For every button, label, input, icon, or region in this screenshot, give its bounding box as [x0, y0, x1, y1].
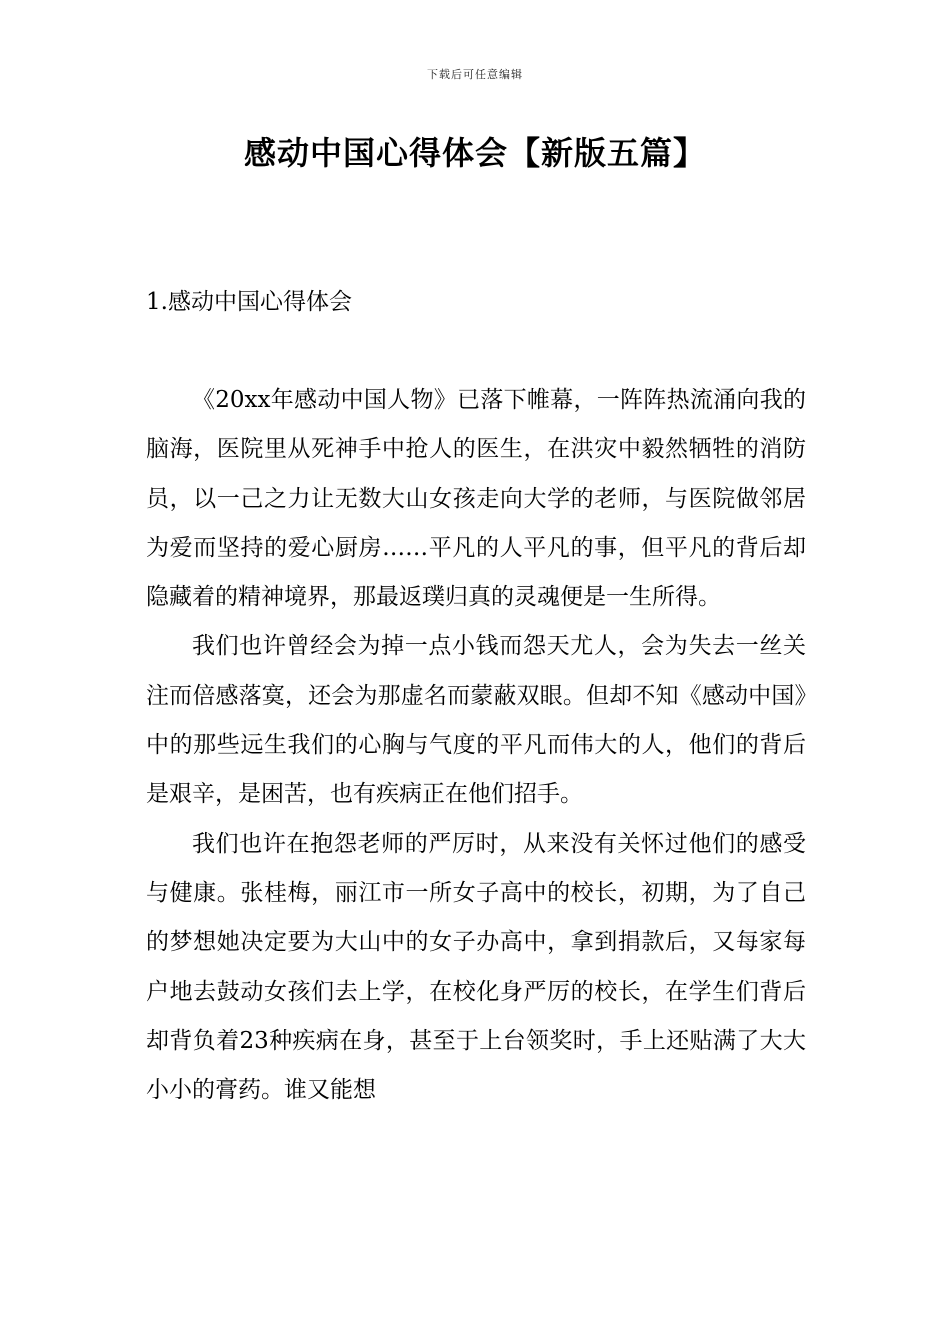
- paragraph-1: 《20xx年感动中国人物》已落下帷幕，一阵阵热流涌向我的脑海，医院里从死神手中抢人的医生，在洪灾中毅然牺牲的消防员，以一己之力让无数大山女孩走向大学的老师，与医院做邻居为爱而坚持的爱心厨房……平凡的人平凡的事，但平凡的背后却隐藏着的精神境界，那最返璞归真的灵魂便是一生所得。: [146, 387, 806, 611]
- paragraph-2: 我们也许曾经会为掉一点小钱而怨天尤人，会为失去一丝关注而倍感落寞，还会为那虚名而蒙蔽双眼。但却不知《感动中国》中的那些远生我们的心胸与气度的平凡而伟大的人，他们的背后是艰辛，是困苦，也有疾病正在他们招手。: [146, 633, 806, 808]
- document-body: [146, 376, 806, 1115]
- page-header-note: 下载后可任意编辑: [427, 68, 523, 81]
- document-title: 感动中国心得体会【新版五篇】: [243, 134, 706, 172]
- paragraph-3: 我们也许在抱怨老师的严厉时，从来没有关怀过他们的感受与健康。张桂梅，丽江市一所女子高中的校长，初期，为了自己的梦想她决定要为大山中的女子办高中，拿到捐款后，又每家每户地去鼓动女孩们去上学，在校化身严厉的校长，在学生们背后却背负着23种疾病在身，甚至于上台领奖时，手上还贴满了大大小小的膏药。谁又能想: [146, 830, 806, 1104]
- section-heading: 1.感动中国心得体会: [146, 289, 352, 315]
